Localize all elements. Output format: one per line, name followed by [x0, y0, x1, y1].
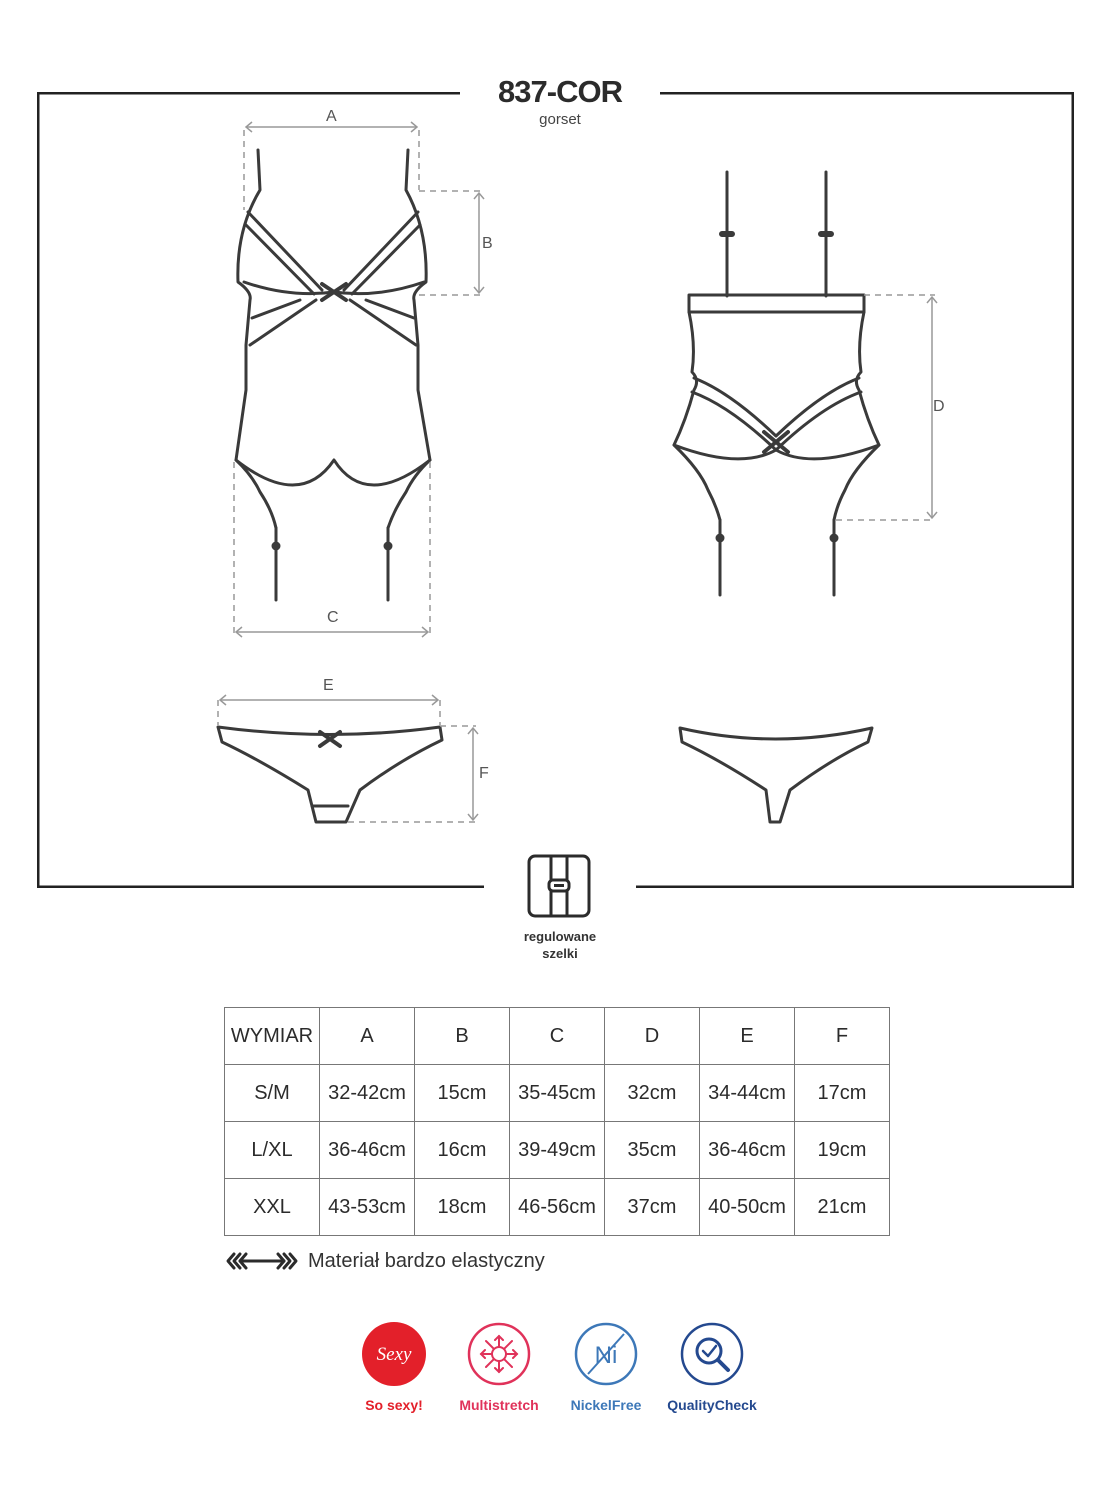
- table-header-cell: WYMIAR: [225, 1008, 320, 1065]
- product-code: 837-COR: [498, 74, 622, 109]
- table-row: [225, 1065, 890, 1122]
- table-cell: XXL: [225, 1179, 320, 1236]
- elastic-material-text: Materiał bardzo elastyczny: [308, 1249, 545, 1272]
- dimension-label-c: C: [327, 609, 339, 626]
- dimension-label-d: D: [933, 398, 945, 415]
- badge-label: So sexy!: [365, 1397, 423, 1413]
- badge-multistretch: [439, 1322, 559, 1413]
- feature-label: [500, 928, 620, 962]
- badge-label: QualityCheck: [667, 1397, 757, 1413]
- badge-label: NickelFree: [570, 1397, 642, 1413]
- sexy-icon-text: Sexy: [376, 1344, 412, 1365]
- adjustable-straps-icon: [527, 854, 591, 918]
- table-header-cell: B: [415, 1008, 510, 1065]
- dimension-label-f: F: [479, 765, 489, 782]
- table-cell: 15cm: [415, 1065, 510, 1122]
- dimension-label-e: E: [323, 677, 334, 694]
- stretch-arrows-icon: [226, 1251, 298, 1271]
- table-header-cell: E: [700, 1008, 795, 1065]
- table-header-cell: F: [795, 1008, 890, 1065]
- thong-back-drawing: [680, 728, 872, 822]
- table-cell: 17cm: [795, 1065, 890, 1122]
- feature-label-line1: regulowane: [523, 929, 597, 944]
- table-cell: 16cm: [415, 1122, 510, 1179]
- table-header-cell: D: [605, 1008, 700, 1065]
- corset-back-drawing: [674, 172, 879, 595]
- table-cell: 43-53cm: [320, 1179, 415, 1236]
- quality-check-icon: [680, 1322, 744, 1386]
- table-row: [225, 1122, 890, 1179]
- table-cell: L/XL: [225, 1122, 320, 1179]
- thong-front-drawing: [218, 727, 442, 822]
- elastic-material-note: [226, 1248, 545, 1274]
- table-cell: 36-46cm: [320, 1122, 415, 1179]
- nickel-free-icon-text: Ni: [594, 1342, 618, 1369]
- feature-label-line2: szelki: [542, 946, 578, 961]
- size-table: [224, 1007, 890, 1236]
- table-cell: 39-49cm: [510, 1122, 605, 1179]
- table-cell: 18cm: [415, 1179, 510, 1236]
- table-cell: 46-56cm: [510, 1179, 605, 1236]
- table-cell: 32-42cm: [320, 1065, 415, 1122]
- badge-nickel-free: [546, 1322, 666, 1413]
- table-cell: 36-46cm: [700, 1122, 795, 1179]
- badge-so-sexy: [334, 1322, 454, 1413]
- table-cell: 37cm: [605, 1179, 700, 1236]
- table-cell: 40-50cm: [700, 1179, 795, 1236]
- table-cell: 35-45cm: [510, 1065, 605, 1122]
- table-cell: 19cm: [795, 1122, 890, 1179]
- table-cell: 32cm: [605, 1065, 700, 1122]
- multistretch-icon: [467, 1322, 531, 1386]
- table-cell: 35cm: [605, 1122, 700, 1179]
- table-header-row: [225, 1008, 890, 1065]
- table-row: [225, 1179, 890, 1236]
- badge-label: Multistretch: [459, 1397, 539, 1413]
- table-cell: 34-44cm: [700, 1065, 795, 1122]
- table-header-cell: A: [320, 1008, 415, 1065]
- corset-front-drawing: [236, 150, 430, 600]
- table-header-cell: C: [510, 1008, 605, 1065]
- badge-quality-check: [652, 1322, 772, 1413]
- nickel-free-icon: [574, 1322, 638, 1386]
- sexy-icon: [362, 1322, 426, 1386]
- table-cell: 21cm: [795, 1179, 890, 1236]
- table-cell: S/M: [225, 1065, 320, 1122]
- product-type: gorset: [539, 111, 581, 128]
- dimension-label-b: B: [482, 235, 493, 252]
- dimension-label-a: A: [326, 108, 337, 125]
